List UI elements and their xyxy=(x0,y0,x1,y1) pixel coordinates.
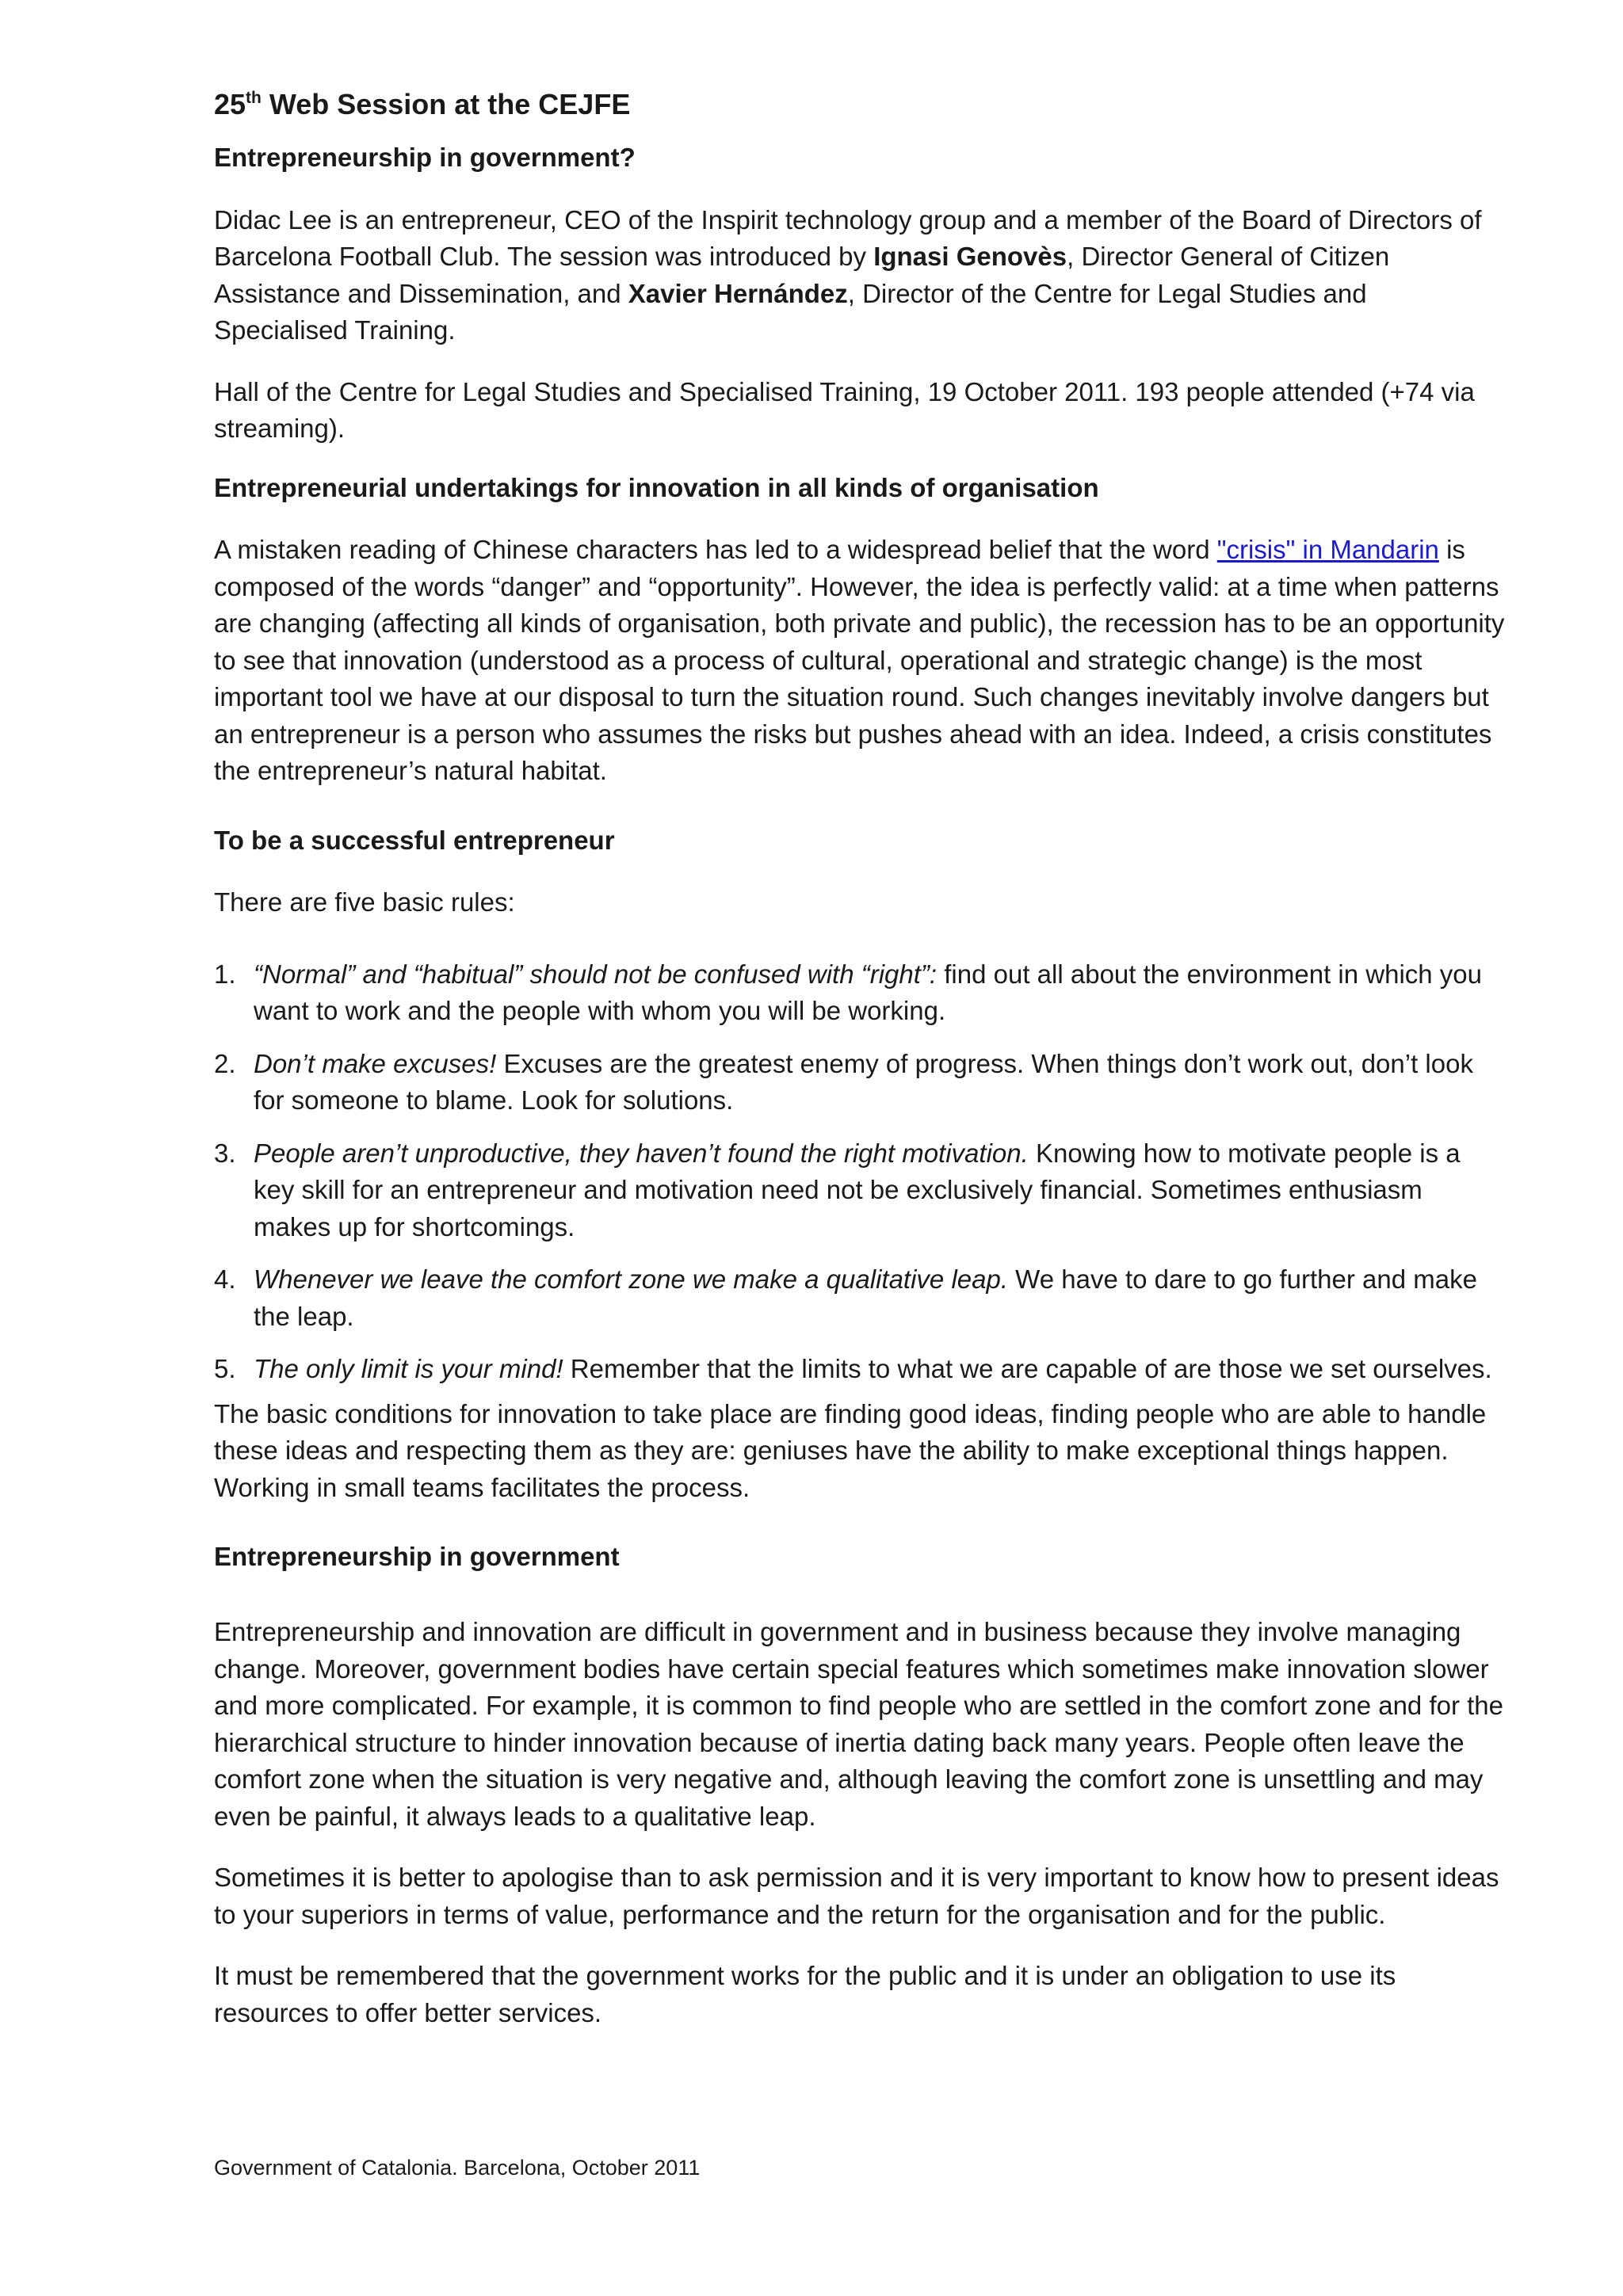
rule-item xyxy=(214,1135,1506,1246)
crisis-text-2: is composed of the words “danger” and “opportunity”. However, the idea is perfectly valid: at a time when patterns are changing (affecting all kinds of organisation, both private and public), the recession has to be an opportunity to see that innovation (understood as a process of cultural, operational and strategic change) is the most important tool we have at our disposal to turn the situation round. Such changes inevitably involve dangers but an entrepreneur is a person who assumes the risks but pushes ahead with an idea. Indeed, a crisis constitutes the entrepreneur’s natural habitat. xyxy=(214,535,1505,786)
rule-text: Remember that the limits to what we are capable of are those we set ourselves. xyxy=(563,1354,1492,1384)
rule-text: Knowing how to motivate people is a key skill for an entrepreneur and motivation need not be exclusively financial. Sometimes enthusiasm makes up for shortcomings. xyxy=(254,1138,1461,1241)
page-title xyxy=(214,87,1506,121)
government-paragraph-3: It must be remembered that the government works for the public and it is under an obligation to use its resources to offer better services. xyxy=(214,1961,1396,2027)
introducer-name-2: Xavier Hernández xyxy=(628,278,848,308)
crisis-in-mandarin-link[interactable]: "crisis" in Mandarin xyxy=(1216,535,1439,565)
intro-paragraph xyxy=(214,202,1506,349)
title-ordinal: th xyxy=(246,89,262,107)
rule-number: 1. xyxy=(214,959,236,989)
section-heading-innovation: Entrepreneurial undertakings for innovation in all kinds of organisation xyxy=(214,472,1099,502)
document-page xyxy=(214,87,1506,2056)
government-paragraph-2: Sometimes it is better to apologise than to ask permission and it is very important to know how to present ideas to your superiors in terms of value, performance and the return for the organisation and for the public. xyxy=(214,1863,1499,1929)
rule-title: People aren’t unproductive, they haven’t found the right motivation. xyxy=(254,1138,1029,1168)
page-footer: Government of Catalonia. Barcelona, October 2011 xyxy=(214,2156,701,2180)
rule-text: find out all about the environment in which you want to work and the people with whom you will be working. xyxy=(254,959,1483,1026)
title-text: Web Session at the CEJFE xyxy=(261,88,631,120)
innovation-conditions-paragraph: The basic conditions for innovation to take place are finding good ideas, finding people who are able to handle these ideas and respecting them as they are: geniuses have the ability to make exceptional things happen. Working in small teams facilitates the process. xyxy=(214,1398,1487,1502)
rule-title: The only limit is your mind! xyxy=(254,1354,563,1384)
rule-text: We have to dare to go further and make the leap. xyxy=(254,1264,1477,1331)
intro-text-1: Didac Lee is an entrepreneur, CEO of the Inspirit technology group and a member of the Board of Directors of Barcelona Football Club. The session was introduced by xyxy=(214,204,1482,272)
rule-item xyxy=(214,1261,1506,1335)
venue-paragraph: Hall of the Centre for Legal Studies and Specialised Training, 19 October 2011. 193 people attended (+74 via streaming). xyxy=(214,376,1475,444)
rule-text: Excuses are the greatest enemy of progress. When things don’t work out, don’t look for someone to blame. Look for solutions. xyxy=(254,1048,1473,1116)
rule-number: 5. xyxy=(214,1354,236,1384)
introducer-name-1: Ignasi Genovès xyxy=(873,242,1067,272)
rule-item xyxy=(214,1046,1506,1119)
section-heading-successful: To be a successful entrepreneur xyxy=(214,825,615,855)
rule-title: “Normal” and “habitual” should not be confused with “right”: xyxy=(254,959,938,989)
crisis-paragraph xyxy=(214,532,1506,790)
section-heading-government: Entrepreneurship in government xyxy=(214,1542,620,1572)
rule-number: 2. xyxy=(214,1048,236,1078)
title-number: 25 xyxy=(214,88,246,120)
rule-item xyxy=(214,1351,1506,1388)
intro-text-3: , Director of the Centre for Legal Studies and Specialised Training. xyxy=(214,278,1367,345)
rule-number: 4. xyxy=(214,1264,236,1295)
intro-text-2: , Director General of Citizen Assistance and Dissemination, and xyxy=(214,242,1390,308)
crisis-text-1: A mistaken reading of Chinese characters has led to a widespread belief that the word xyxy=(214,535,1217,565)
rules-intro: There are five basic rules: xyxy=(214,887,515,917)
session-subtitle: Entrepreneurship in government? xyxy=(214,143,636,173)
rule-title: Don’t make excuses! xyxy=(254,1048,497,1078)
rule-number: 3. xyxy=(214,1138,236,1168)
rule-title: Whenever we leave the comfort zone we make a qualitative leap. xyxy=(254,1264,1009,1295)
rule-item xyxy=(214,956,1506,1030)
rules-list xyxy=(214,956,1506,1388)
government-paragraph-1: Entrepreneurship and innovation are difficult in government and in business because they involve managing change. Moreover, government bodies have certain special features which sometimes make innovation slower and more complicated. For example, it is common to find people who are settled in the comfort zone and for the hierarchical structure to hinder innovation because of inertia dating back many years. People often leave the comfort zone when the situation is very negative and, although leaving the comfort zone is unsettling and may even be painful, it always leads to a qualitative leap. xyxy=(214,1617,1504,1831)
